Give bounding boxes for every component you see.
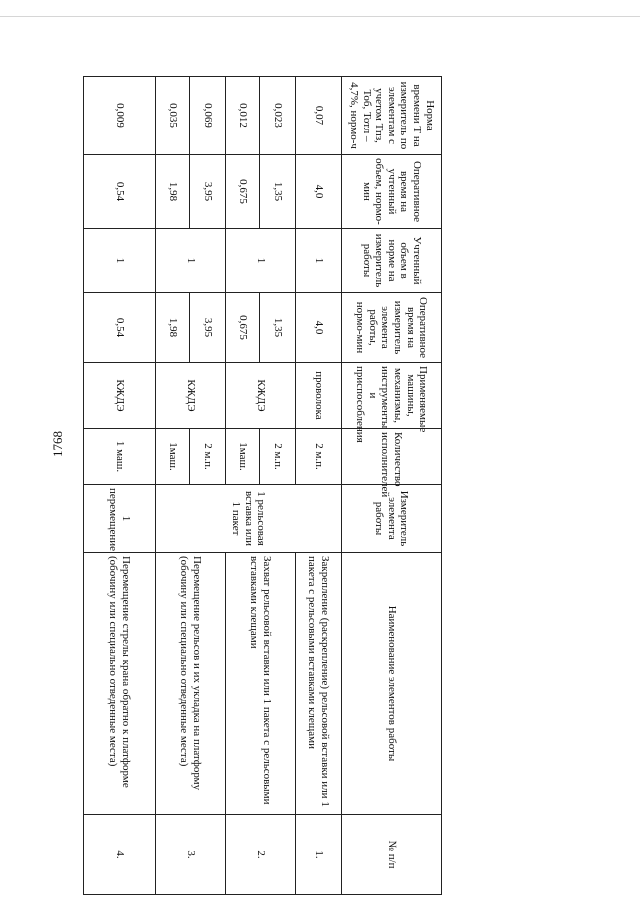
cell-operative-element: 0,675 [226, 293, 260, 363]
table-row [84, 77, 156, 895]
header-accounted-volume: Учтенный объем в норме на измеритель работы [342, 229, 442, 293]
cell-norm: 0,012 [226, 77, 260, 155]
cell-workers: 2 м.п. [260, 429, 296, 485]
cell-operative-element: 1,98 [156, 293, 190, 363]
cell-num: 3. [156, 815, 226, 895]
cell-name: Закрепление (раскрепление) рельсовой вставки или 1 пакета с рельсовыми вставками клещами [296, 553, 342, 815]
norm-table [83, 76, 442, 895]
cell-accounted-volume: 1 [156, 229, 226, 293]
cell-measure: 1 перемещение [84, 485, 156, 553]
cell-norm: 0,009 [84, 77, 156, 155]
rotated-table-wrapper [84, 76, 442, 894]
cell-num: 2. [226, 815, 296, 895]
header-measure: Измеритель элемента работы [342, 485, 442, 553]
header-workers: Количество исполнителей [342, 429, 442, 485]
cell-operative-element: 3,95 [190, 293, 226, 363]
cell-accounted-volume: 1 [84, 229, 156, 293]
table-stage [84, 76, 442, 894]
cell-norm: 0,069 [190, 77, 226, 155]
header-operative-element: Оперативное время на измеритель элемента работы, нормо-мин [342, 293, 442, 363]
header-machines: Применяемые машины, механизмы, инструменты и приспособления [342, 363, 442, 429]
cell-accounted-volume: 1 [226, 229, 296, 293]
cell-operative-accounted: 3,95 [190, 155, 226, 229]
cell-workers: 1 маш. [84, 429, 156, 485]
cell-norm: 0,07 [296, 77, 342, 155]
cell-operative-accounted: 1,35 [260, 155, 296, 229]
header-num: № п/п [342, 815, 442, 895]
cell-workers: 1маш. [156, 429, 190, 485]
cell-name: Захват рельсовой вставки или 1 пакета с рельсовыми вставками клещами [226, 553, 296, 815]
table-row [296, 77, 342, 895]
cell-machines: КЖДЭ [156, 363, 226, 429]
header-name: Наименование элементов работы [342, 553, 442, 815]
cell-workers: 2 м.п. [190, 429, 226, 485]
cell-name: Перемещение стрелы крана обратно к платформе (обочину или специально отведенные места) [84, 553, 156, 815]
cell-operative-accounted: 4,0 [296, 155, 342, 229]
header-row [342, 77, 442, 895]
header-operative-accounted: Оперативное время на учтенный объем, нормо-мин [342, 155, 442, 229]
cell-operative-accounted: 1,98 [156, 155, 190, 229]
cell-norm: 0,023 [260, 77, 296, 155]
cell-accounted-volume: 1 [296, 229, 342, 293]
cell-num: 1. [296, 815, 342, 895]
top-rule [0, 16, 640, 17]
cell-name: Перемещение рельсов и их укладка на платформу (обочину или специально отведенные места) [156, 553, 226, 815]
cell-operative-element: 0,54 [84, 293, 156, 363]
cell-operative-element: 4,0 [296, 293, 342, 363]
page-number: 1768 [50, 431, 65, 457]
cell-norm: 0,035 [156, 77, 190, 155]
cell-machines: КЖДЭ [84, 363, 156, 429]
cell-workers: 1маш. [226, 429, 260, 485]
cell-machines: проволока [296, 363, 342, 429]
cell-operative-accounted: 0,54 [84, 155, 156, 229]
cell-num: 4. [84, 815, 156, 895]
header-norm: Норма времени Т на измеритель по элементам с учетом Тпз, Тоб, Тотл – 4,7%, нормо-ч [342, 77, 442, 155]
cell-machines: КЖДЭ [226, 363, 296, 429]
cell-workers: 2 м.п. [296, 429, 342, 485]
cell-operative-accounted: 0,675 [226, 155, 260, 229]
cell-operative-element: 1,35 [260, 293, 296, 363]
cell-measure: 1 рельсовая вставка или 1 пакет [156, 485, 342, 553]
